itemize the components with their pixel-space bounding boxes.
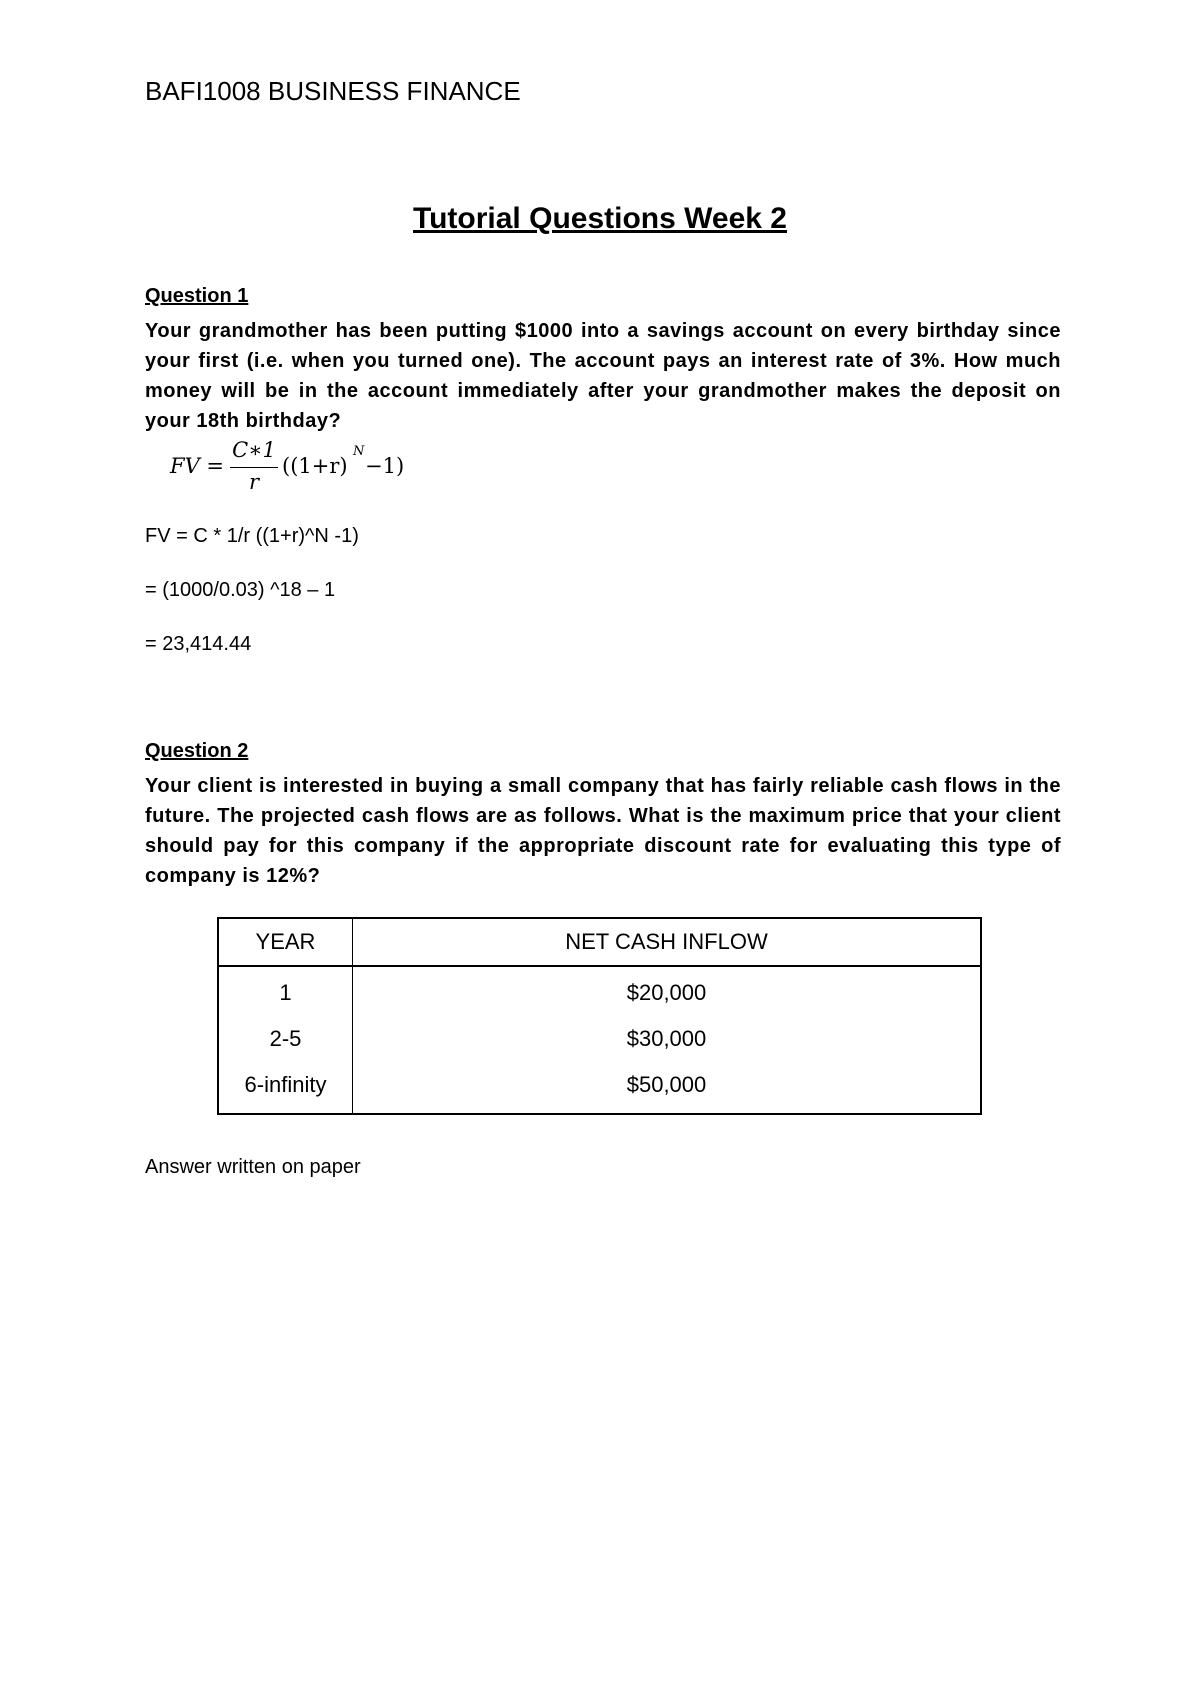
question-2-heading: Question 2 — [145, 740, 249, 762]
cell-year: 6-infinity — [218, 1062, 353, 1114]
formula-rhs-open: ((1+r) — [282, 454, 348, 478]
question-2-body: Your client is interested in buying a small company that has fairly reliable cash flows in the future. The projected cash flows are as follows. What is the maximum price that your client should pay for this company if the appropriate discount rate for evaluating this type of company is 12%? — [145, 775, 1061, 887]
question-1-heading: Question 1 — [145, 285, 249, 307]
formula-lhs: FV = — [170, 454, 225, 478]
table-row — [218, 1062, 981, 1114]
working-line-1: FV = C * 1/r ((1+r)^N -1) — [145, 525, 359, 547]
formula-exponent: N — [353, 444, 365, 459]
page-title: Tutorial Questions Week 2 — [413, 202, 787, 235]
cell-inflow: $50,000 — [626, 1072, 707, 1097]
cash-flow-table — [217, 917, 982, 1115]
formula-rhs-close: −1) — [365, 454, 405, 478]
header-year: YEAR — [218, 918, 353, 966]
cell-year: 2-5 — [218, 1016, 353, 1062]
answer-note: Answer written on paper — [145, 1156, 361, 1178]
formula-denominator: r — [248, 470, 260, 494]
cell-inflow: $30,000 — [626, 1026, 707, 1051]
formula-numerator: C∗1 — [232, 438, 276, 462]
header-net-cash-inflow: NET CASH INFLOW — [353, 918, 982, 966]
table-row — [218, 966, 981, 1016]
working-line-2: = (1000/0.03) ^18 – 1 — [145, 579, 336, 601]
table-header-row — [218, 918, 981, 966]
formula-fraction-bar — [230, 467, 278, 468]
course-header: BAFI1008 BUSINESS FINANCE — [145, 76, 521, 106]
question-1-body: Your grandmother has been putting $1000 into a savings account on every birthday since your first (i.e. when you turned one). The account pays an interest rate of 3%. How much money will be in the account immediately after your grandmother makes the deposit on your 18th birthday? — [145, 320, 1061, 432]
fv-formula — [170, 438, 410, 498]
table-row — [218, 1016, 981, 1062]
cell-inflow: $20,000 — [626, 980, 707, 1005]
cell-year: 1 — [218, 966, 353, 1016]
working-line-3: = 23,414.44 — [145, 633, 252, 655]
